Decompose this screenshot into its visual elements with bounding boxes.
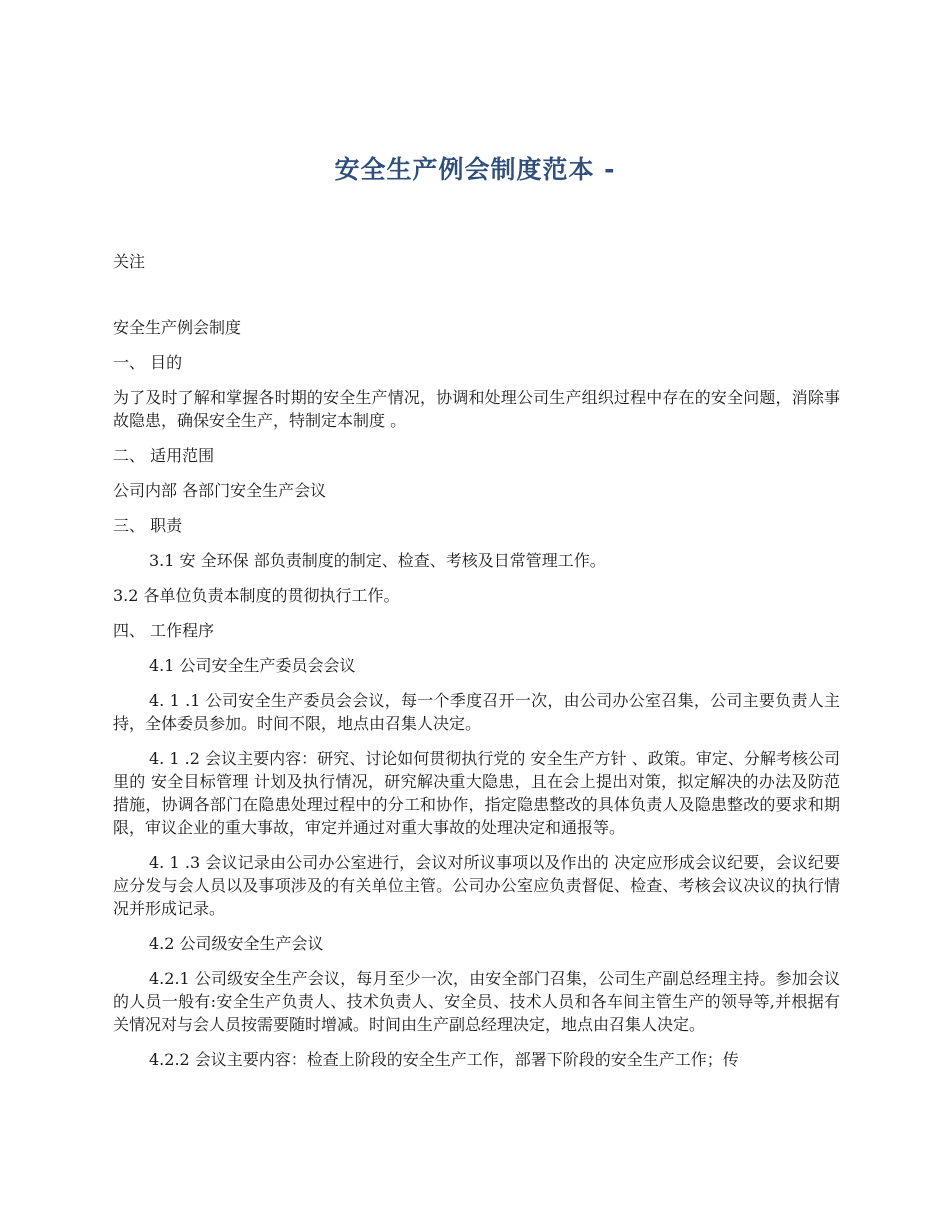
paragraph: 4.2.2 会议主要内容：检查上阶段的安全生产工作，部署下阶段的安全生产工作；传: [149, 1050, 739, 1069]
paragraph: 一、 目的: [113, 353, 183, 372]
document-title: 安全生产例会制度范本 -: [334, 155, 616, 184]
paragraph: 四、 工作程序: [113, 621, 215, 640]
paragraph: 公司内部 各部门安全生产会议: [113, 481, 327, 500]
paragraph: 4. 1 .3 会议记录由公司办公室进行，会议对所议事项以及作出的 决定应形成会议纪要，会议纪要应分发与会人员以及事项涉及的有关单位主管。公司办公室应负责督促、检查、考核会议决议的执行情况并形成记录。: [113, 853, 840, 918]
paragraph: 4. 1 .1 公司安全生产委员会会议，每一个季度召开一次，由公司办公室召集，公司主要负责人主持，全体委员参加。时间不限，地点由召集人决定。: [113, 691, 840, 733]
paragraph: 二、 适用范围: [113, 446, 215, 465]
paragraph: 为了及时了解和掌握各时期的安全生产情况，协调和处理公司生产组织过程中存在的安全问题，消除事故隐患，确保安全生产，特制定本制度 。: [113, 388, 840, 430]
paragraph: 安全生产例会制度: [113, 318, 242, 337]
document-body: [113, 250, 840, 1083]
paragraph: 4.1 公司安全生产委员会会议: [149, 656, 356, 675]
paragraph: 4.2 公司级安全生产会议: [149, 934, 324, 953]
paragraph: 4. 1 .2 会议主要内容：研究、讨论如何贯彻执行党的 安全生产方针 、政策。审定、分解考核公司里的 安全目标管理 计划及执行情况，研究解决重大隐患，且在会上提出对策，拟定解决的办法及防范措施，协调各部门在隐患处理过程中的分工和协作，指定隐患整改的具体负责人及隐患整改的要求和期限，审议企业的重大事故，审定并通过对重大事故的处理决定和通报等。: [113, 749, 840, 837]
paragraph: 4.2.1 公司级安全生产会议，每月至少一次，由安全部门召集，公司生产副总经理主持。参加会议的人员一般有:安全生产负责人、技术负责人、安全员、技术人员和各车间主管生产的领导等,并根据有关情况对与会人员按需要随时增减。时间由生产副总经理决定，地点由召集人决定。: [113, 969, 840, 1034]
paragraph: 3.1 安 全环保 部负责制度的制定、检查、考核及日常管理工作。: [149, 551, 606, 570]
paragraph: 3.2 各单位负责本制度的贯彻执行工作。: [113, 586, 400, 605]
paragraph: 关注: [113, 252, 146, 271]
paragraph: 三、 职责: [113, 516, 183, 535]
